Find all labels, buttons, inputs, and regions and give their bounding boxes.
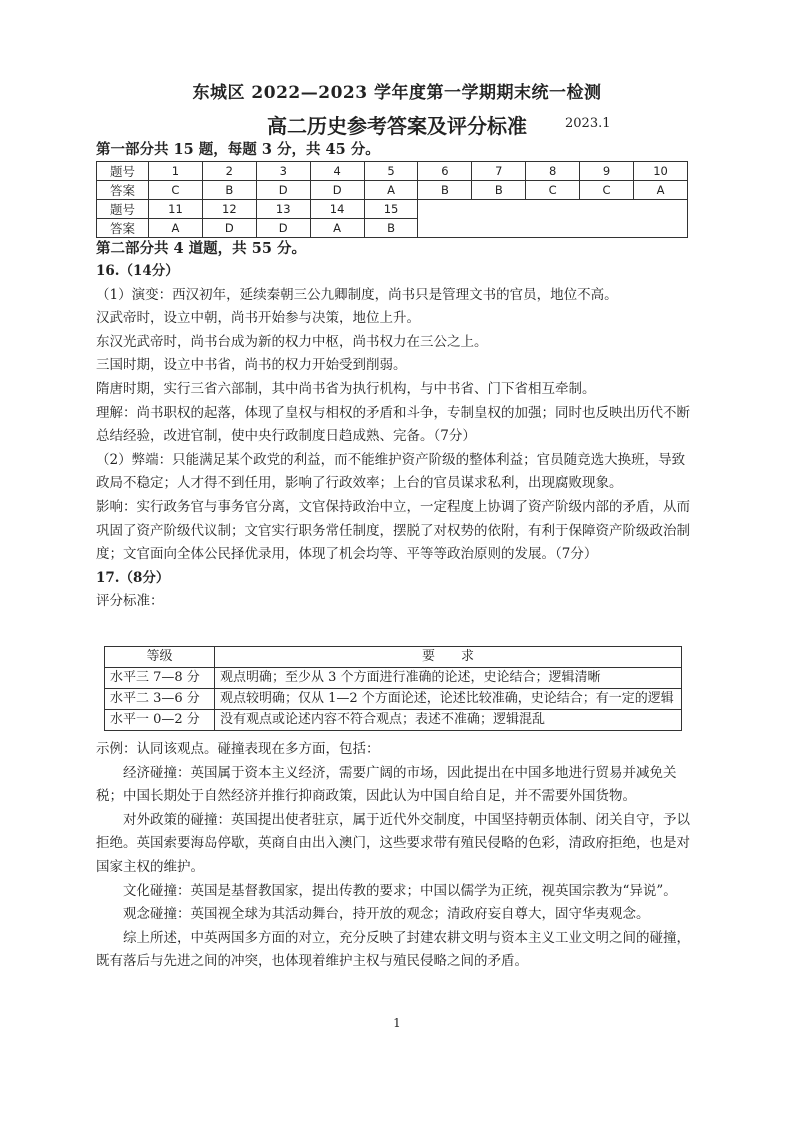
question-number: 12	[202, 200, 256, 219]
table-row	[97, 162, 688, 181]
example-paragraph: 综上所述，中英两国多方面的对立，充分反映了封建农耕文明与资本主义工业文明之间的碰撞，既有落后与先进之间的冲突，也体现着维护主权与殖民侵略之间的矛盾。	[96, 929, 690, 970]
criteria-label: 评分标准：	[96, 593, 164, 610]
document-subtitle	[0, 110, 794, 139]
answer-table	[96, 161, 688, 238]
question-number: 2	[202, 162, 256, 181]
document-date: 2023.1	[565, 116, 611, 131]
answer-line: 影响：实行政务官与事务官分离，文官保持政治中立，一定程度上协调了资产阶级内部的矛盾，从而巩固了资产阶级代议制；文官实行职务常任制度，摆脱了对权势的依附，有利于保障资产阶级政治制度；文官面向全体公民择优录用，体现了机会均等、平等等政治原则的发展。（7分）	[96, 498, 690, 563]
answer-cell: B	[202, 181, 256, 200]
answer-cell: A	[364, 181, 418, 200]
part2-heading: 第二部分共 4 道题，共 55 分。	[96, 240, 306, 257]
empty-cell	[418, 200, 688, 238]
table-row	[97, 181, 688, 200]
answer-cell: A	[310, 219, 364, 238]
example-paragraph: 观念碰撞：英国视全球为其活动舞台，持开放的观念；清政府妄自尊大，固守华夷观念。	[123, 906, 650, 923]
grading-table	[104, 646, 682, 731]
row-label: 题号	[97, 162, 149, 181]
subtitle-text: 高二历史参考答案及评分标准	[267, 114, 527, 138]
answer-cell: B	[472, 181, 526, 200]
question-label: 17.（8分）	[96, 569, 170, 586]
answer-cell: D	[310, 181, 364, 200]
question-number: 15	[364, 200, 418, 219]
answer-cell: D	[202, 219, 256, 238]
example-intro: 示例：认同该观点。碰撞表现在多方面，包括：	[96, 741, 380, 757]
question-number: 3	[256, 162, 310, 181]
answer-line: 汉武帝时，设立中朝，尚书开始参与决策，地位上升。	[96, 310, 420, 327]
answer-line: 隋唐时期，实行三省六部制，其中尚书省为执行机构，与中书省、门下省相互牵制。	[96, 380, 596, 397]
grade-requirement: 观点较明确；仅从 1—2 个方面论述，论述比较准确，史论结合；有一定的逻辑	[215, 689, 682, 710]
row-label: 答案	[97, 219, 149, 238]
grade-requirement: 观点明确；至少从 3 个方面进行准确的论述，史论结合；逻辑清晰	[215, 668, 682, 689]
column-header: 要 求	[215, 647, 682, 668]
question-number: 7	[472, 162, 526, 181]
answer-cell: D	[256, 219, 310, 238]
row-label: 答案	[97, 181, 149, 200]
page-number: 1	[393, 1016, 401, 1030]
question-number: 5	[364, 162, 418, 181]
grade-requirement: 没有观点或论述内容不符合观点；表述不准确；逻辑混乱	[215, 710, 682, 731]
answer-cell: A	[149, 219, 203, 238]
answer-cell: D	[256, 181, 310, 200]
grade-level: 水平二 3—6 分	[105, 689, 215, 710]
question-number: 6	[418, 162, 472, 181]
answer-line: （2）弊端：只能满足某个政党的利益，而不能维护资产阶级的整体利益；官员随竞选大换班，导致政局不稳定；人才得不到任用，影响了行政效率；上台的官员谋求私利，出现腐败现象。	[96, 451, 686, 492]
answer-cell: A	[634, 181, 688, 200]
row-label: 题号	[97, 200, 149, 219]
question-number: 1	[149, 162, 203, 181]
question-number: 4	[310, 162, 364, 181]
document-title: 东城区 2022—2023 学年度第一学期期末统一检测	[192, 83, 602, 103]
question-number: 8	[526, 162, 580, 181]
grade-level: 水平一 0—2 分	[105, 710, 215, 731]
example-paragraph: 经济碰撞：英国属于资本主义经济，需要广阔的市场，因此提出在中国多地进行贸易并减免关税；中国长期处于自然经济并推行抑商政策，因此认为中国自给自足，并不需要外国货物。	[96, 764, 677, 805]
table-row	[105, 647, 682, 668]
example-paragraph: 文化碰撞：英国是基督教国家，提出传教的要求；中国以儒学为正统，视英国宗教为“异说”。	[123, 882, 677, 899]
question-number: 10	[634, 162, 688, 181]
question-16	[96, 260, 696, 614]
answer-cell: C	[149, 181, 203, 200]
question-17-example	[96, 738, 696, 974]
table-row	[105, 668, 682, 689]
table-row	[105, 710, 682, 731]
answer-cell: C	[580, 181, 634, 200]
part1-heading: 第一部分共 15 题，每题 3 分，共 45 分。	[96, 141, 380, 158]
question-label: 16.（14分）	[96, 263, 179, 279]
table-row	[97, 200, 688, 219]
answer-line: 理解：尚书职权的起落，体现了皇权与相权的矛盾和斗争，专制皇权的加强；同时也反映出历代不断总结经验，改进官制，使中央行政制度日趋成熟、完备。（7分）	[96, 404, 690, 445]
answer-line: （1）演变：西汉初年，延续秦朝三公九卿制度，尚书只是管理文书的官员，地位不高。	[96, 286, 618, 303]
table-row	[105, 689, 682, 710]
question-number: 14	[310, 200, 364, 219]
answer-line: 三国时期，设立中书省，尚书的权力开始受到削弱。	[96, 357, 407, 374]
question-number: 9	[580, 162, 634, 181]
answer-cell: B	[364, 219, 418, 238]
example-paragraph: 对外政策的碰撞：英国提出使者驻京，属于近代外交制度，中国坚持朝贡体制、闭关自守，予以拒绝。英国索要海岛停歇，英商自由出入澳门，这些要求带有殖民侵略的色彩，清政府拒绝，也是对国家主权的维护。	[96, 811, 690, 875]
answer-cell: B	[418, 181, 472, 200]
column-header: 等级	[105, 647, 215, 668]
question-number: 13	[256, 200, 310, 219]
grade-level: 水平三 7—8 分	[105, 668, 215, 689]
answer-line: 东汉光武帝时，尚书台成为新的权力中枢，尚书权力在三公之上。	[96, 333, 488, 350]
question-number: 11	[149, 200, 203, 219]
answer-cell: C	[526, 181, 580, 200]
